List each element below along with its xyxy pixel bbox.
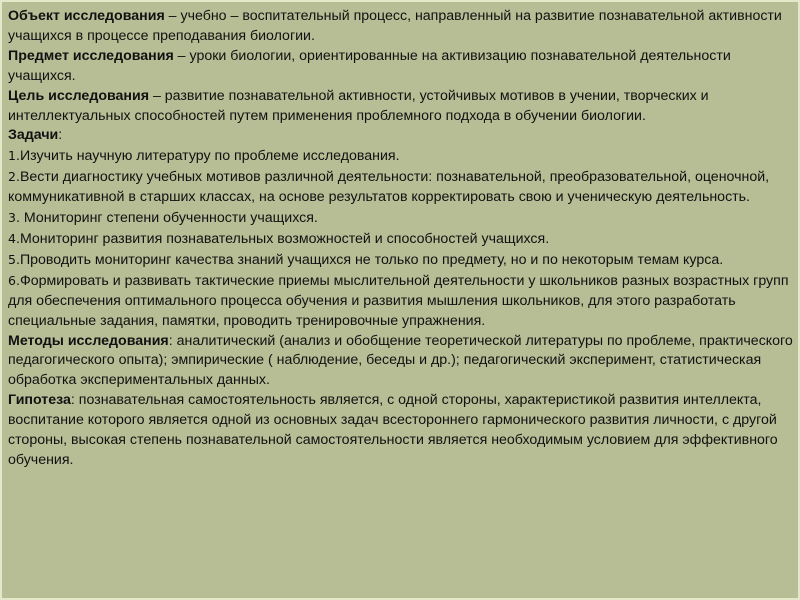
research-methods-label: Методы исследования — [8, 332, 169, 349]
task-item-2 — [8, 167, 796, 208]
slide-body — [8, 7, 796, 471]
task-item-3 — [8, 208, 796, 229]
task-text-4: Мониторинг развития познавательных возможностей и способностей учащихся. — [19, 230, 550, 247]
tasks-colon: : — [58, 127, 63, 144]
research-object-text: – учебно – воспитательный процесс, направленный на развитие познавательной активности учащихся в процессе преподавания биологии. — [8, 8, 782, 44]
task-number-3: 3. — [8, 210, 24, 226]
research-methods-paragraph — [8, 332, 796, 392]
tasks-label: Задачи — [8, 127, 59, 144]
task-text-6: Формировать и развивать тактические приемы мыслительной деятельности у школьников разных возрастных групп для обеспечения оптимального процесса обучения и развития мышления школьников, для этого разработать специальные задания, памятки, проводить тренировочные упражнения. — [8, 272, 789, 329]
task-item-6 — [8, 271, 796, 332]
hypothesis-text: познавательная самостоятельность является, с одной стороны, характеристикой развития интеллекта, воспитание которого является одной из основных задач всестороннего гармонического развития личности, с другой стороны, высокая степень познавательной самостоятельности является необходимым условием для эффективного обучения. — [8, 392, 778, 468]
task-item-4 — [8, 229, 796, 250]
research-object-paragraph — [8, 7, 796, 47]
task-number-4: 4. — [8, 230, 20, 246]
hypothesis-label: Гипотеза — [8, 392, 71, 409]
task-number-6: 6. — [8, 272, 20, 288]
task-text-1: Изучить научную литературу по проблеме исследования. — [19, 148, 400, 165]
research-subject-text: – уроки биологии, ориентированные на активизацию познавательной деятельности учащихся. — [8, 47, 731, 84]
research-subject-label: Предмет исследования — [8, 47, 174, 64]
research-goal-label: Цель исследования — [8, 87, 149, 104]
research-subject-paragraph — [8, 47, 796, 87]
task-text-3: Мониторинг степени обученности учащихся. — [23, 210, 318, 227]
task-item-5 — [8, 250, 796, 271]
tasks-heading — [8, 126, 796, 146]
task-number-2: 2. — [8, 169, 20, 185]
task-text-5: Проводить мониторинг качества знаний учащихся не только по предмету, но и по некоторым темам курса. — [19, 251, 724, 268]
hypothesis-paragraph — [8, 391, 796, 471]
task-text-2: Вести диагностику учебных мотивов различной деятельности: познавательной, преобразовательной, оценочной, коммуникативной в старших классах, на основе результатов корректировать свою и ученическую деятельность. — [8, 169, 770, 206]
research-object-label: Объект исследования — [8, 8, 165, 24]
task-number-5: 5. — [8, 251, 20, 267]
task-number-1: 1. — [8, 148, 20, 164]
task-item-1 — [8, 146, 796, 167]
research-goal-paragraph — [8, 87, 796, 127]
hypothesis-colon: : — [70, 392, 75, 409]
research-goal-text: – развитие познавательной активности, устойчивых мотивов в учении, творческих и интеллектуальных способностей путем применения проблемного подхода в обучении биологии. — [8, 87, 709, 124]
research-methods-colon: : — [168, 332, 173, 349]
research-methods-text: аналитический (анализ и обобщение теоретической литературы по проблеме, практического педагогического опыта); эмпирические ( наблюдение, беседы и др.); педагогический эксперимент, статистическая обработка экспериментальных данных. — [8, 332, 793, 389]
